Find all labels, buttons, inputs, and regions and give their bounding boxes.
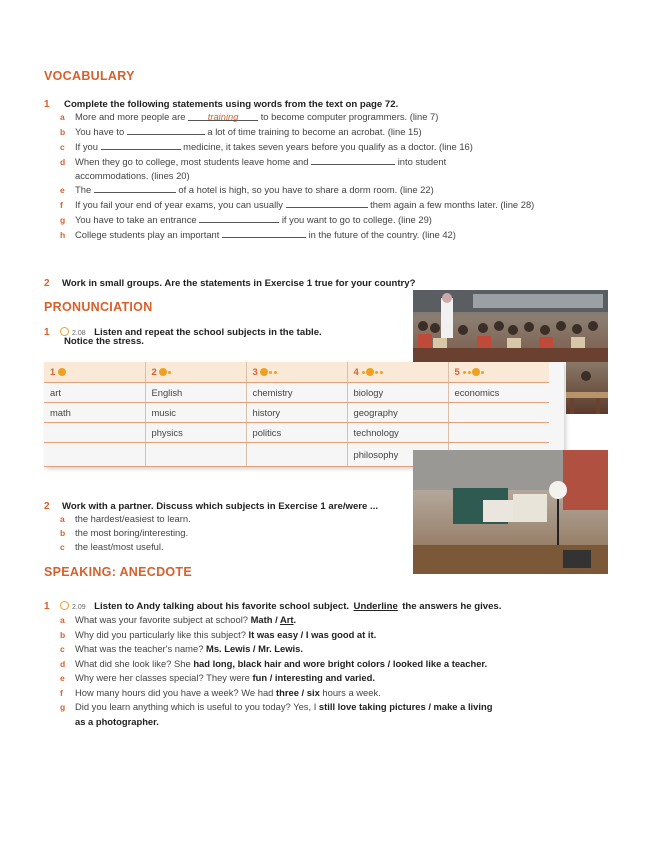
vocab-items-list [60,110,534,242]
exercise-number: 1 [44,601,50,612]
separator: / [425,701,434,712]
table-cell: history [246,402,347,422]
table-cell: technology [347,422,448,442]
vocabulary-heading: VOCABULARY [44,69,135,83]
item-letter: b [60,629,66,640]
item-text: If you fail your end of year exams, you can usually [75,199,283,210]
question-text: What was your favorite subject at school? [75,614,248,625]
stress-dot-icon [472,368,480,376]
vocab-exercise-2-instruction [44,273,415,291]
table-cell: economics [448,382,549,402]
answer-option[interactable]: still love taking pictures [318,701,426,712]
list-item-continuation: as a photographer. [75,715,159,727]
classroom-desks-photo [566,362,608,414]
instruction-text: Complete the following statements using words from the text on page 72. [64,99,399,110]
list-item [60,512,191,526]
answer-blank[interactable] [311,154,395,165]
question-text: How many hours did you have a week? We had [75,686,274,698]
unstressed-dot-icon [375,371,378,374]
answer-blank[interactable] [222,227,306,238]
tail-text: . [293,614,297,625]
discussion-items-list [60,512,191,554]
audio-track-id: 2.09 [72,604,86,611]
answer-blank[interactable] [94,182,176,193]
item-letter: e [60,185,65,195]
item-letter: e [60,673,65,683]
item-text: If you [75,141,98,152]
table-row [44,382,549,402]
list-item [60,642,492,657]
unstressed-dot-icon [168,371,171,374]
exercise-number: 2 [44,501,50,512]
answer-blank[interactable] [199,212,279,223]
pronunciation-heading: PRONUNCIATION [44,300,153,314]
tail-text: hours a week. [319,686,381,698]
answer-blank[interactable] [101,139,181,150]
separator: / [272,614,280,625]
desks-illustration [566,362,608,414]
instruction-underlined: Underline [353,601,398,612]
instruction-text: the answers he gives. [402,601,502,612]
answer-option[interactable]: Math [250,614,273,625]
answer-blank[interactable]: training [188,110,258,121]
list-item [60,613,492,628]
vocab-item-c [60,139,534,154]
item-text: You have to take an entrance [75,214,197,225]
item-letter: g [60,702,66,712]
table-cell: philosophy [347,442,448,466]
question-text: Why were her classes special? They were [75,672,250,683]
item-text: the most boring/interesting. [75,527,189,538]
item-text: You have to [75,126,125,137]
instruction-text: Work in small groups. Are the statements in Exercise 1 true for your country? [62,278,416,289]
separator: / [298,628,306,640]
item-letter: c [60,142,65,152]
item-text: into student [397,156,447,167]
table-cell: politics [246,422,347,442]
stress-dot-icon [159,368,167,376]
item-letter: d [60,157,66,167]
unstressed-dot-icon [481,371,484,374]
question-text: Did you learn anything which is useful to you today? Yes, I [75,701,317,712]
list-item [60,671,492,686]
audio-icon[interactable] [60,327,69,336]
table-header-row [44,362,549,382]
item-letter: a [60,514,65,524]
question-text: Why did you particularly like this subject? [75,628,246,640]
item-letter: h [60,230,66,240]
answer-option[interactable]: interesting and varied. [274,672,375,683]
table-cell: geography [347,402,448,422]
table-cell [44,442,145,466]
item-text: the hardest/easiest to learn. [75,513,191,524]
separator: / [267,672,275,683]
item-text: if you want to go to college. (line 29) [281,214,432,225]
list-item [60,657,492,672]
table-cell [44,422,145,442]
answer-option[interactable]: had long, black hair and wore bright colors [193,657,386,669]
answer-option[interactable]: fun [252,672,268,683]
unstressed-dot-icon [468,371,471,374]
instruction-line-2: Notice the stress. [64,336,144,347]
stress-dot-icon [366,368,374,376]
exercise-number: 1 [44,99,50,110]
item-letter: a [60,112,65,122]
item-text: to become computer programmers. (line 7) [260,111,439,122]
answer-option-underlined[interactable]: Art [279,614,294,625]
table-cell: physics [145,422,246,442]
anecdote-questions-list [60,613,492,729]
answer-blank[interactable] [127,124,205,135]
table-cell: music [145,402,246,422]
item-text: When they go to college, most students leave home and [75,156,309,167]
answer-option[interactable]: three [276,686,299,698]
lecture-hall-photo [413,290,608,362]
list-item [60,526,191,540]
exercise-number: 2 [44,278,50,289]
table-row [44,402,549,422]
vocab-item-b [60,124,534,139]
question-text: What was the teacher's name? [75,643,204,654]
unstressed-dot-icon [269,371,272,374]
stress-pattern-1 [44,362,145,382]
list-item [60,540,191,554]
unstressed-dot-icon [274,371,277,374]
answer-option[interactable]: make a living [433,701,493,712]
vocab-item-h [60,227,534,242]
stress-dot-icon [58,368,66,376]
answer-option[interactable]: Ms. Lewis [206,643,251,654]
table-cell: English [145,382,246,402]
item-letter: b [60,528,66,538]
unstressed-dot-icon [463,371,466,374]
vocab-item-f [60,197,534,212]
item-text: a lot of time training to become an acrobat. (line 15) [207,126,422,137]
stress-pattern-3 [246,362,347,382]
separator: / [250,643,259,654]
table-cell: chemistry [246,382,347,402]
stress-dot-icon [260,368,268,376]
table-cell [246,442,347,466]
exercise-number: 1 [44,327,50,338]
vocab-item-a [60,110,534,124]
answer-option[interactable]: It was easy [248,628,299,640]
answer-option[interactable]: looked like a teacher. [392,657,488,669]
table-cell: math [44,402,145,422]
instruction-text: Listen to Andy talking about his favorite school subject. [94,601,350,612]
item-text: More and more people are [75,111,186,122]
unstressed-dot-icon [362,371,365,374]
item-text: in the future of the country. (line 42) [308,229,456,240]
speaking-heading: SPEAKING: ANECDOTE [44,565,193,579]
vocab-item-d [60,154,534,169]
table-cell: biology [347,382,448,402]
column-number: 1 [50,366,56,378]
item-text: them again a few months later. (line 28) [370,199,535,210]
table-cell [145,442,246,466]
item-text: medicine, it takes seven years before you qualify as a doctor. (line 16) [183,141,473,152]
stress-pattern-2 [145,362,246,382]
studio-illustration [413,450,608,574]
item-letter: a [60,615,65,625]
stress-pattern-5 [448,362,549,382]
table-row [44,422,549,442]
item-text: of a hotel is high, so you have to share a dorm room. (line 22) [178,184,434,195]
table-cell: art [44,382,145,402]
list-item [60,628,492,643]
table-cell [448,422,549,442]
column-number: 3 [252,366,258,378]
item-letter: d [60,658,66,669]
column-number: 4 [353,366,359,378]
speaking-exercise-1-instruction [44,596,501,614]
item-letter: g [60,215,66,225]
vocab-item-g [60,212,534,227]
item-letter: c [60,542,65,552]
unstressed-dot-icon [380,371,383,374]
vocab-item-d-continuation: accommodations. (lines 20) [75,170,190,181]
item-letter: b [60,127,66,137]
answer-option[interactable]: Mr. Lewis. [258,643,303,654]
column-number: 2 [151,366,157,378]
lecture-hall-illustration [413,290,608,362]
column-number: 5 [454,366,460,378]
stress-pattern-4 [347,362,448,382]
photo-studio-photo [413,450,608,574]
vocab-item-e [60,182,534,197]
question-text: What did she look like? She [75,657,191,669]
answer-option[interactable]: I was good at it. [305,628,377,640]
list-item [60,700,492,715]
item-letter: f [60,687,63,698]
instruction-text: Listen and repeat the school subjects in the table. [94,327,322,338]
table-cell [448,402,549,422]
answer-option[interactable]: six [306,686,320,698]
item-text: The [75,184,92,195]
item-text: the least/most useful. [75,541,164,552]
separator: / [298,686,307,698]
item-text: College students play an important [75,229,220,240]
audio-icon[interactable] [60,601,69,610]
audio-track-id: 2.08 [72,330,86,337]
instruction-text: Work with a partner. Discuss which subjects in Exercise 1 are/were ... [62,501,379,512]
item-letter: c [60,644,65,654]
answer-blank[interactable] [286,197,368,208]
item-letter: f [60,200,63,210]
separator: / [385,657,393,669]
list-item [60,686,492,701]
